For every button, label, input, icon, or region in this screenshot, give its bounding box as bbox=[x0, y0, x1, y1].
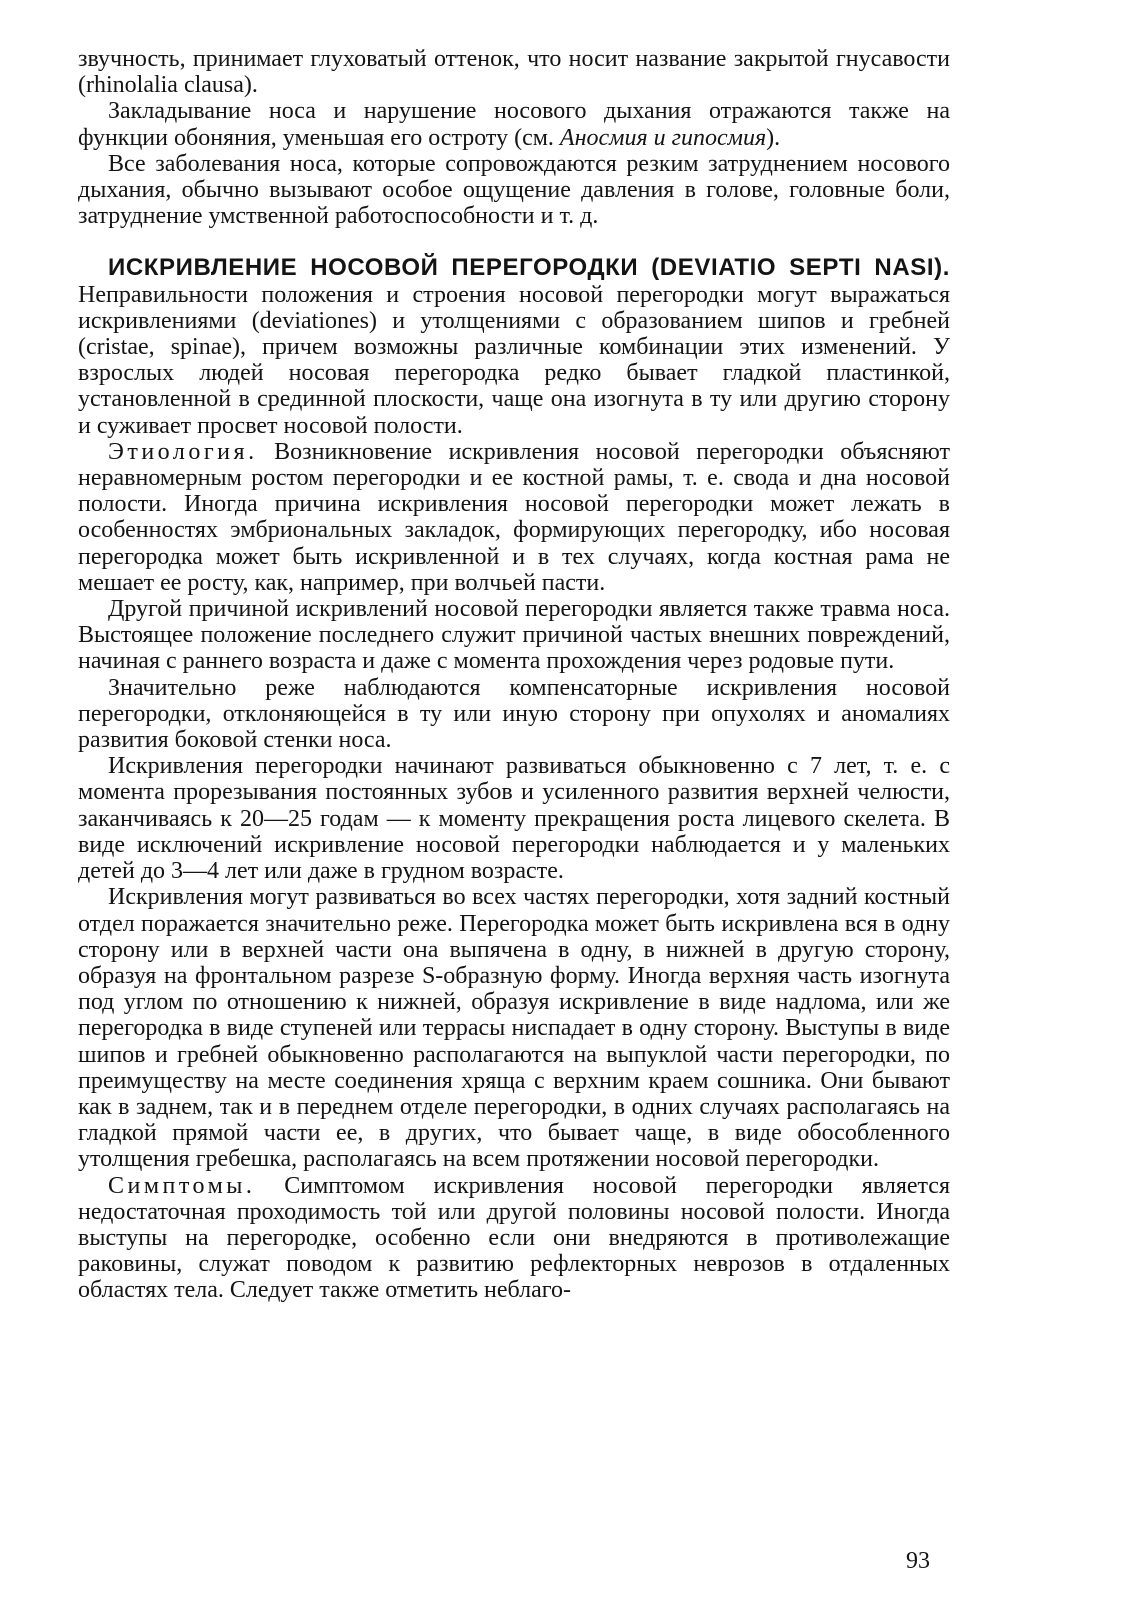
etiology-label: Этиология. bbox=[108, 438, 258, 465]
section-heading: ИСКРИВЛЕНИЕ НОСОВОЙ ПЕРЕГОРОДКИ (DEVIATIO SEPTI NASI). bbox=[108, 254, 950, 282]
etiology-text: Возникновение искривления носовой перегородки объясняют неравномерным ростом перегородки и ее костной рамы, т. е. свода и дна носовой полости. Иногда причина искривления носовой перегородки может лежать в особенностях эмбриональных закладок, формирующих перегородку, ибо носовая перегородка может быть искривленной и в тех случаях, когда костная рама не мешает ее росту, как, например, при волчьей пасти. bbox=[78, 438, 950, 596]
symptoms-label: Симптомы. bbox=[108, 1172, 256, 1199]
paragraph-compensatory: Значительно реже наблюдаются компенсаторные искривления носовой перегородки, отклоняющейся в ту или иную сторону при опухолях и аномалиях развития боковой стенки носа. bbox=[78, 674, 950, 754]
page-number: 93 bbox=[906, 1548, 930, 1574]
paragraph-olfaction-end: ). bbox=[766, 124, 781, 151]
paragraph-trauma: Другой причиной искривлений носовой перегородки является также травма носа. Выстоящее положение последнего служит причиной частых внешних повреждений, начиная с раннего возраста и даже с момента прохождения через родовые пути. bbox=[78, 596, 950, 675]
cross-reference: Аносмия и гипосмия bbox=[559, 124, 767, 151]
paragraph-deviation-forms: Искривления могут развиваться во всех частях перегородки, хотя задний костный отдел поражается значительно реже. Перегородка может быть искривлена вся в одну сторону или в верхней части она выпячена в одну, в нижней в другую сторону, образуя на фронтальном разрезе S-образную форму. Иногда верхняя часть изогнута под углом по отношению к нижней, образуя искривление в виде надлома, или же перегородка в виде ступеней или террасы ниспадает в одну сторону. Выступы в виде шипов и гребней обыкновенно располагаются на выпуклой части перегородки, по преимуществу на месте соединения хряща с верхним краем сошника. Они бывают как в заднем, так и в переднем отделе перегородки, в одних случаях располагаясь на гладкой прямой части ее, в других, что бывает чаще, в виде обособленного утолщения гребешка, располагаясь на всем протяжении носовой перегородки. bbox=[78, 884, 950, 1173]
section-septum-deviation bbox=[78, 255, 950, 438]
paragraph-continuation: звучность, принимает глуховатый оттенок, что носит название закрытой гнусавости (rhinolalia clausa). bbox=[78, 46, 950, 99]
paragraph-symptoms bbox=[78, 1173, 950, 1304]
symptoms-text: Симптомом искривления носовой перегородки является недостаточная проходимость той или другой половины носовой полости. Иногда выступы на перегородке, особенно если они внедряются в противолежащие раковины, служат поводом к развитию рефлекторных неврозов в отдаленных областях тела. Следует также отметить неблаго- bbox=[78, 1172, 950, 1304]
paragraph-development-age: Искривления перегородки начинают развиваться обыкновенно с 7 лет, т. е. с момента прорезывания постоянных зубов и усиленного развития верхней челюсти, заканчиваясь к 20—25 годам — к моменту прекращения роста лицевого скелета. В виде исключений искривление носовой перегородки наблюдается и у маленьких детей до 3—4 лет или даже в грудном возрасте. bbox=[78, 753, 950, 885]
paragraph-olfaction bbox=[78, 98, 950, 150]
paragraph-nasal-diseases: Все заболевания носа, которые сопровождаются резким затруднением носового дыхания, обычно вызывают особое ощущение давления в голове, головные боли, затруднение умственной работоспособности и т. д. bbox=[78, 150, 950, 230]
book-page bbox=[78, 46, 950, 1536]
paragraph-olfaction-text: Закладывание носа и нарушение носового дыхания отражаются также на функции обоняния, уменьшая его остроту (см. bbox=[78, 98, 950, 151]
paragraph-etiology bbox=[78, 439, 950, 596]
section-intro-text: Неправильности положения и строения носовой перегородки могут выражаться искривлениями (deviationes) и утолщениями с образованием шипов и гребней (cristae, spinae), причем возможны различные комбинации этих изменений. У взрослых людей носовая перегородка редко бывает гладкой пластинкой, установленной в срединной плоскости, чаще она изогнута в ту или другию сторону и суживает просвет носовой полости. bbox=[78, 281, 950, 439]
